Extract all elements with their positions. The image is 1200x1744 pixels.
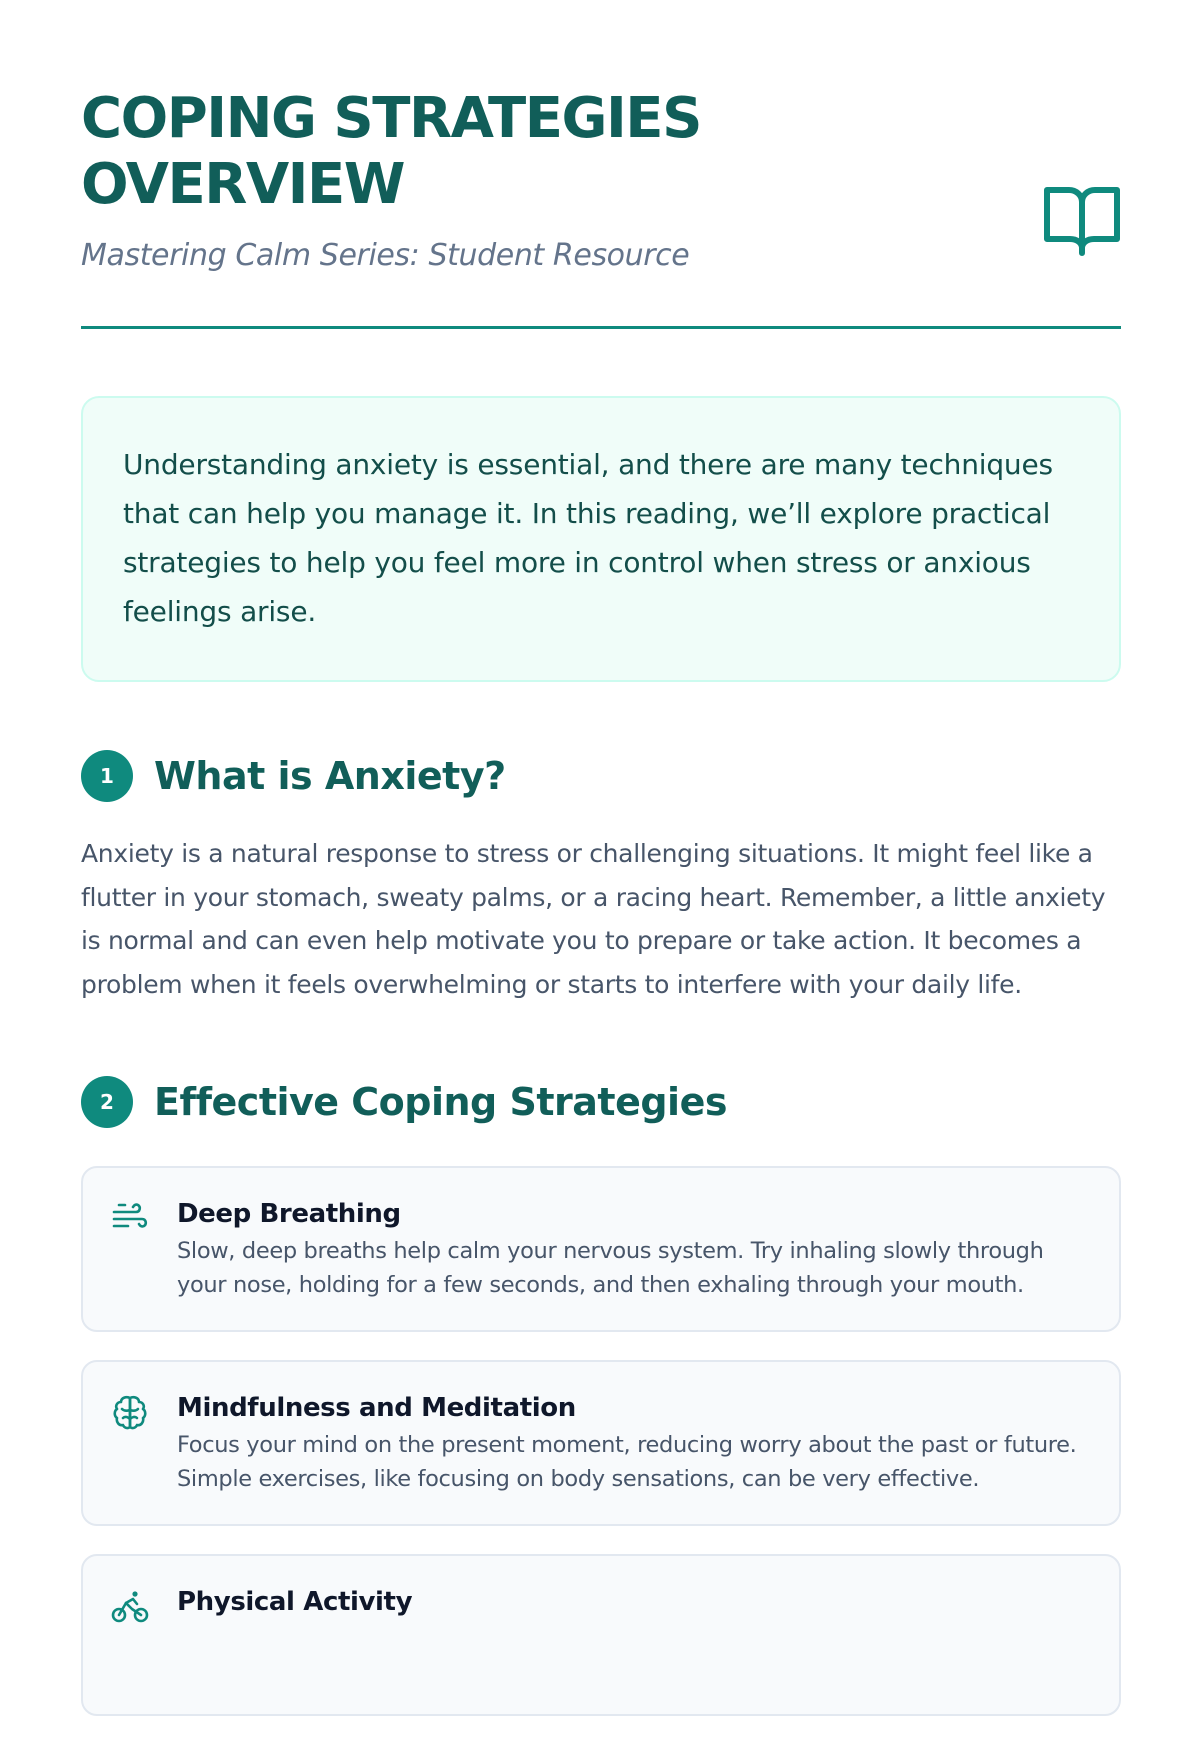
brain-icon [111, 1394, 149, 1432]
intro-callout [81, 396, 1121, 682]
bicycle-icon [111, 1588, 149, 1626]
strategy-card-physical-activity [81, 1554, 1121, 1716]
intro-text: Understanding anxiety is essential, and there are many techniques that can help you manage it. In this reading, we’ll explore practical strategies to help you feel more in control when stress or anxious feelings arise. [123, 448, 1053, 628]
section-heading [81, 1076, 1121, 1128]
section-title: Effective Coping Strategies [154, 1080, 727, 1124]
page-subtitle: Mastering Calm Series: Student Resource [81, 238, 690, 273]
strategy-list [81, 1166, 1121, 1716]
section-number-badge: 2 [81, 1076, 133, 1128]
section-number-badge: 1 [81, 750, 133, 802]
strategy-title: Deep Breathing [177, 1199, 401, 1229]
document-page [81, 0, 1121, 1744]
page-title: COPING STRATEGIES OVERVIEW [81, 86, 701, 217]
open-book-icon [1043, 184, 1121, 256]
section-what-is-anxiety [81, 750, 1121, 1006]
section-heading [81, 750, 1121, 802]
strategy-description: Slow, deep breaths help calm your nervous system. Try inhaling slowly through your nose, holding for a few seconds, and then exhaling through your mouth. [177, 1238, 1044, 1298]
header-divider [81, 326, 1121, 329]
strategy-card-deep-breathing [81, 1166, 1121, 1332]
strategy-card-mindfulness [81, 1360, 1121, 1526]
document-header [81, 0, 1121, 330]
section-body: Anxiety is a natural response to stress or challenging situations. It might feel like a flutter in your stomach, sweaty palms, or a racing heart. Remember, a little anxiety is normal and can even help motivate you to prepare or take action. It becomes a problem when it feels overwhelming or starts to interfere with your daily life. [81, 839, 1106, 999]
strategy-description: Focus your mind on the present moment, reducing worry about the past or future. Simple exercises, like focusing on body sensations, can be very effective. [177, 1432, 1077, 1492]
section-title: What is Anxiety? [154, 754, 506, 798]
section-coping-strategies [81, 1076, 1121, 1716]
strategy-title: Mindfulness and Meditation [177, 1393, 576, 1423]
strategy-title: Physical Activity [177, 1587, 413, 1617]
wind-icon [111, 1200, 149, 1238]
